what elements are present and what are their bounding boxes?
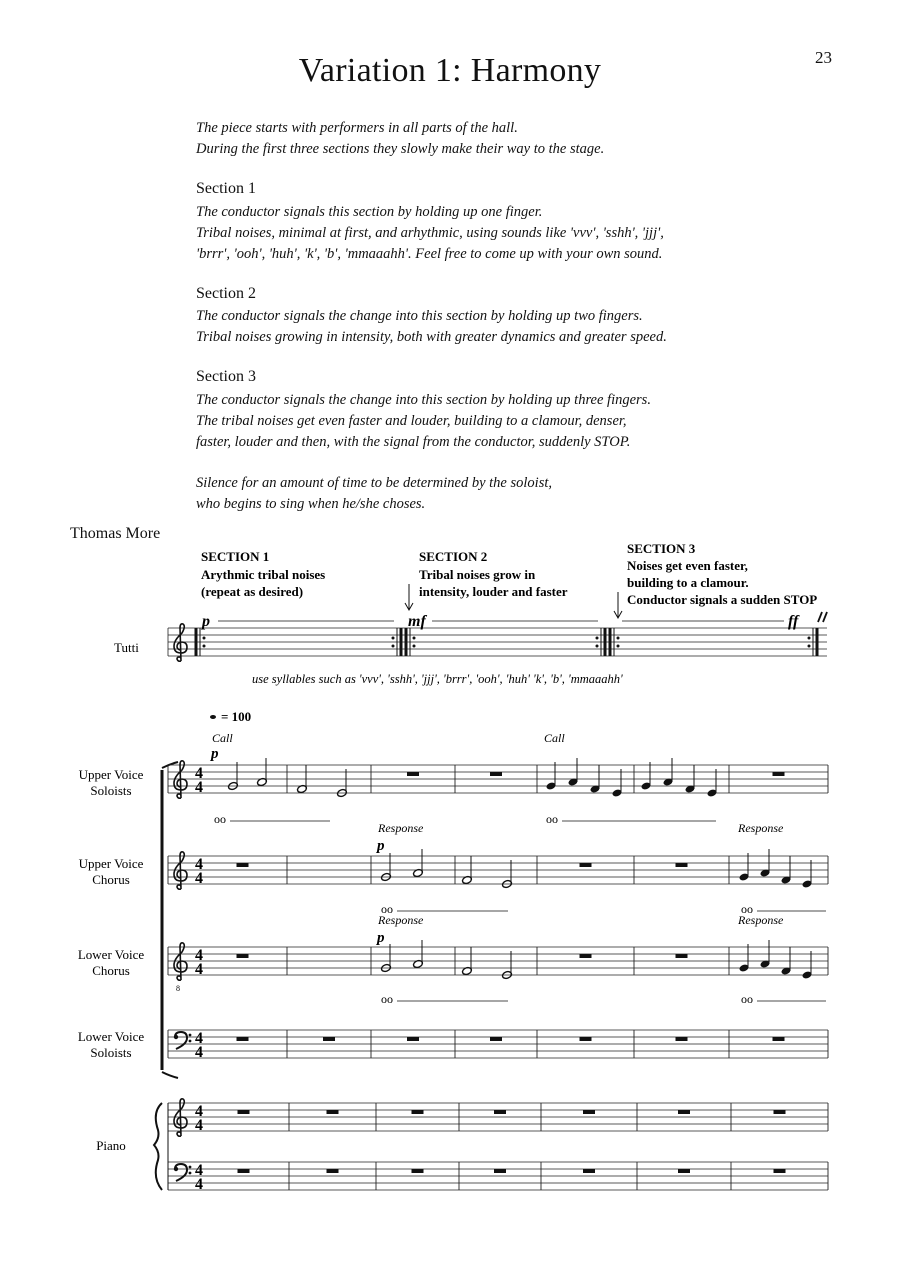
whole-rest <box>412 1169 424 1173</box>
bass-clef-icon <box>174 1032 192 1049</box>
dynamic-p: p <box>377 838 385 854</box>
section-line: 'brrr', 'ooh', 'huh', 'k', 'b', 'mmaaahh'. Feel free to come up with your own sound. <box>196 246 663 262</box>
tutti-section-1-title: SECTION 1 <box>201 549 270 564</box>
time-signature-top: 4 <box>195 856 203 873</box>
time-signature-top: 4 <box>195 765 203 782</box>
whole-rest <box>678 1110 690 1114</box>
whole-rest <box>580 954 592 958</box>
intro-line: During the first three sections they slowly make their way to the stage. <box>196 141 605 157</box>
whole-rest <box>678 1169 690 1173</box>
bass-clef-icon <box>174 1164 192 1181</box>
whole-rest <box>494 1110 506 1114</box>
whole-rest <box>412 1110 424 1114</box>
whole-rest <box>237 954 249 958</box>
system-bracket <box>162 762 178 1078</box>
lyric-oo: oo <box>741 992 753 1006</box>
lyric-oo: oo <box>381 992 393 1006</box>
tutti-section-2-line: intensity, louder and faster <box>419 584 568 599</box>
section-line: Tribal noises growing in intensity, both with greater dynamics and greater speed. <box>196 329 667 345</box>
section-line: The conductor signals this section by holding up one finger. <box>196 204 543 220</box>
part-label: Lower Voice <box>77 947 145 962</box>
intro-line: The piece starts with performers in all parts of the hall. <box>196 120 518 136</box>
lyric-oo: oo <box>546 812 558 826</box>
page-title: Variation 1: Harmony <box>298 52 602 89</box>
part-label: Piano <box>96 1138 126 1153</box>
closing-line: Silence for an amount of time to be determined by the soloist, <box>196 475 552 491</box>
time-signature-top: 4 <box>195 1030 203 1047</box>
tutti-section-2-line: Tribal noises grow in <box>419 567 536 582</box>
whole-rest <box>494 1169 506 1173</box>
time-signature-bottom: 4 <box>195 1176 203 1193</box>
whole-rest <box>580 1037 592 1041</box>
whole-rest <box>676 954 688 958</box>
part-label: Soloists <box>90 1045 132 1060</box>
tutti-label: Tutti <box>114 640 139 655</box>
time-signature-bottom: 4 <box>195 1044 203 1061</box>
part-label: Soloists <box>90 783 132 798</box>
whole-rest <box>237 863 249 867</box>
section-line: The conductor signals the change into this section by holding up two fingers. <box>196 308 643 324</box>
part-label: Upper Voice <box>78 856 144 871</box>
whole-rest <box>676 863 688 867</box>
section-line: Tribal noises, minimal at first, and arhythmic, using sounds like 'vvv', 'sshh', 'jjj', <box>196 225 664 241</box>
dynamic-p: p <box>377 930 385 946</box>
whole-rest <box>238 1169 250 1173</box>
whole-rest <box>676 1037 688 1041</box>
staves <box>154 758 828 1193</box>
whole-rest <box>323 1037 335 1041</box>
whole-rest <box>238 1110 250 1114</box>
tutti-section-3-line: Conductor signals a sudden STOP <box>627 592 818 607</box>
syllables-note: use syllables such as 'vvv', 'sshh', 'jjj', 'brrr', 'ooh', 'huh' 'k', 'b', 'mmaaahh' <box>252 672 623 686</box>
lyric-oo: oo <box>741 902 753 916</box>
whole-rest <box>407 772 419 776</box>
whole-rest <box>407 1037 419 1041</box>
part-label: Upper Voice <box>78 767 144 782</box>
whole-rest <box>773 772 785 776</box>
call-annotation: Call <box>212 731 233 745</box>
tutti-section-3-line: Noises get even faster, <box>627 558 748 573</box>
tempo-marking: = 100 <box>221 709 252 724</box>
response-annotation: Response <box>378 913 424 927</box>
whole-rest <box>583 1110 595 1114</box>
whole-rest <box>580 863 592 867</box>
lyric-oo: oo <box>381 902 393 916</box>
time-signature-bottom: 4 <box>195 870 203 887</box>
section-heading: Section 3 <box>196 368 256 385</box>
octave-mark: 8 <box>176 984 180 993</box>
response-annotation: Response <box>738 821 784 835</box>
section-heading: Section 1 <box>196 180 256 197</box>
whole-rest <box>583 1169 595 1173</box>
section-heading: Section 2 <box>196 285 256 302</box>
whole-rest <box>490 772 502 776</box>
closing-line: who begins to sing when he/she choses. <box>196 496 426 512</box>
whole-rest <box>327 1110 339 1114</box>
tutti-section-3-line: building to a clamour. <box>627 575 749 590</box>
section-line: The tribal noises get even faster and louder, building to a clamour, denser, <box>196 413 627 429</box>
whole-rest <box>327 1169 339 1173</box>
section-line: The conductor signals the change into this section by holding up three fingers. <box>196 392 651 408</box>
time-signature-top: 4 <box>195 947 203 964</box>
page-number: 23 <box>815 48 832 67</box>
time-signature-top: 4 <box>195 1162 203 1179</box>
dynamic-ff: ff <box>788 613 799 630</box>
time-signature-bottom: 4 <box>195 1117 203 1134</box>
whole-rest <box>490 1037 502 1041</box>
tutti-section-3-title: SECTION 3 <box>627 541 696 556</box>
piano-brace <box>154 1103 162 1190</box>
whole-rest <box>237 1037 249 1041</box>
tutti-staff <box>168 628 827 656</box>
whole-rest <box>774 1169 786 1173</box>
tutti-section-1-line: Arythmic tribal noises <box>201 567 326 582</box>
tutti-section-1-line: (repeat as desired) <box>201 584 304 599</box>
time-signature-bottom: 4 <box>195 779 203 796</box>
part-label: Lower Voice <box>77 1029 145 1044</box>
tutti-section-2-title: SECTION 2 <box>419 549 488 564</box>
response-annotation: Response <box>378 821 424 835</box>
time-signature-top: 4 <box>195 1103 203 1120</box>
dynamic-p: p <box>202 613 210 630</box>
whole-rest <box>773 1037 785 1041</box>
dynamic-mf: mf <box>408 613 426 630</box>
dynamic-p: p <box>211 746 219 762</box>
section-line: faster, louder and then, with the signal from the conductor, suddenly STOP. <box>196 434 631 450</box>
part-label: Chorus <box>92 963 130 978</box>
part-label: Chorus <box>92 872 130 887</box>
response-annotation: Response <box>738 913 784 927</box>
time-signature-bottom: 4 <box>195 961 203 978</box>
call-annotation: Call <box>544 731 565 745</box>
lyric-oo: oo <box>214 812 226 826</box>
whole-rest <box>774 1110 786 1114</box>
composer-name: Thomas More <box>70 525 161 542</box>
